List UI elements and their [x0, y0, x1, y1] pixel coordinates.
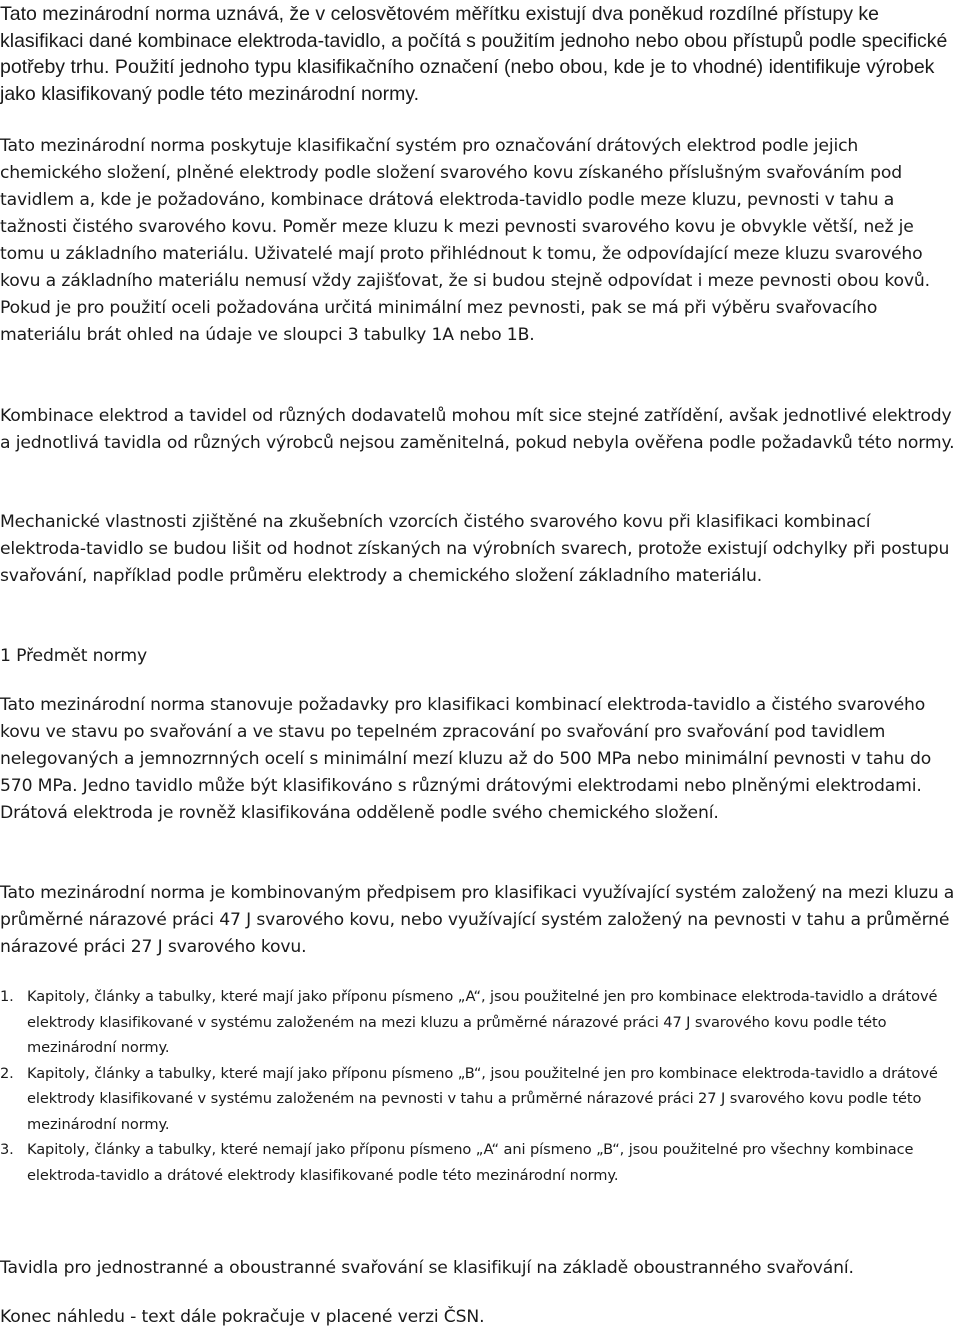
paragraph-mechanical-properties: Mechanické vlastnosti zjištěné na zkušebních vzorcích čistého svarového kovu při klasifikaci kombinací elektroda-tavidlo se budou lišit od hodnot získaných na výrobních svarech, protože existují odchylky při postupu svařování, například podle průměru elektrody a chemického složení základního materiálu.: [0, 512, 950, 586]
paragraph-scope: Tato mezinárodní norma stanovuje požadavky pro klasifikaci kombinací elektroda-tavidlo a čistého svarového kovu ve stavu po svařování a ve stavu po tepelném zpracování po svařování pro svařování pod tavidlem nelegovaných a jemnozrnných ocelí s minimální mezí kluzu až do 500 MPa nebo minimální pevnosti v tahu do 570 MPa. Jedno tavidlo může být klasifikováno s různými drátovými elektrodami nebo plněnými elektrodami. Drátová elektroda je rovněž klasifikována odděleně podle svého chemického složení.: [0, 695, 932, 823]
intro-paragraph: Tato mezinárodní norma uznává, že v celosvětovém měřítku existují dva poněkud rozdílné přístupy ke klasifikaci dané kombinace elektroda-tavidlo, a počítá s použitím jednoho nebo obou přístupů podle specifické potřeby trhu. Použití jednoho typu klasifikačního označení (nebo obou, kde je to vhodné) identifikuje výrobek jako klasifikovaný podle této mezinárodní normy.: [0, 3, 948, 105]
list-item: [0, 984, 960, 1061]
paragraph-classification-system: Tato mezinárodní norma poskytuje klasifikační systém pro označování drátových elektrod podle jejich chemického složení, plněné elektrody podle složení svarového kovu získaného příslušným svařováním pod tavidlem a, kde je požadováno, kombinace drátová elektroda-tavidlo podle meze kluzu, pevnosti v tahu a tažnosti čistého svarového kovu. Poměr meze kluzu k mezi pevnosti svarového kovu je obvykle větší, než je tomu u základního materiálu. Uživatelé mají proto přihlédnout k tomu, že odpovídající meze kluzu svarového kovu a základního materiálu nemusí vždy zajišťovat, že si budou stejně odpovídat i meze pevnosti obou kovů. Pokud je pro použití oceli požadována určitá minimální mez pevnosti, pak se má při výběru svařovacího materiálu brát ohled na údaje ve sloupci 3 tabulky 1A nebo 1B.: [0, 136, 930, 345]
list-item-number: 1.: [0, 988, 14, 1005]
list-item-number: 2.: [0, 1064, 14, 1082]
list-item-text: Kapitoly, články a tabulky, které mají jako příponu písmeno „B“, jsou použitelné jen pro kombinace elektroda-tavidlo a drátové elektrody klasifikované v systému založeném na pevnosti v tahu a průměrné nárazové práci 27 J svarového kovu podle této mezinárodní normy.: [27, 1064, 938, 1133]
paragraph-combinations: Kombinace elektrod a tavidel od různých dodavatelů mohou mít sice stejné zatřídění, avšak jednotlivé elektrody a jednotlivá tavidla od různých výrobců nejsou zaměnitelná, pokud nebyla ověřena podle požadavků této normy.: [0, 406, 955, 453]
list-item-number: 3.: [0, 1141, 14, 1158]
list-item-text: Kapitoly, články a tabulky, které mají jako příponu písmeno „A“, jsou použitelné jen pro kombinace elektroda-tavidlo a drátové elektrody klasifikované v systému založeném na mezi kluzu a průměrné nárazové práci 47 J svarového kovu podle této mezinárodní normy.: [27, 988, 938, 1056]
numbered-list: [0, 984, 960, 1188]
list-item: [0, 1137, 960, 1188]
list-item-text: Kapitoly, články a tabulky, které nemají jako příponu písmeno „A“ ani písmeno „B“, jsou použitelné pro všechny kombinace elektroda-tavidlo a drátové elektrody klasifikované podle této mezinárodní normy.: [27, 1141, 914, 1184]
paragraph-combined-specification: Tato mezinárodní norma je kombinovaným předpisem pro klasifikaci využívající systém založený na mezi kluzu a průměrné nárazové práci 47 J svarového kovu, nebo využívající systém založený na pevnosti v tahu a průměrné nárazové práci 27 J svarového kovu.: [0, 883, 955, 957]
paragraph-one-sided-welding: Tavidla pro jednostranné a oboustranné svařování se klasifikují na základě oboustranného svařování.: [0, 1258, 854, 1278]
list-item: [0, 1061, 960, 1138]
preview-notice: Konec náhledu - text dále pokračuje v placené verzi ČSN.: [0, 1307, 485, 1327]
section-heading: 1 Předmět normy: [0, 646, 147, 666]
